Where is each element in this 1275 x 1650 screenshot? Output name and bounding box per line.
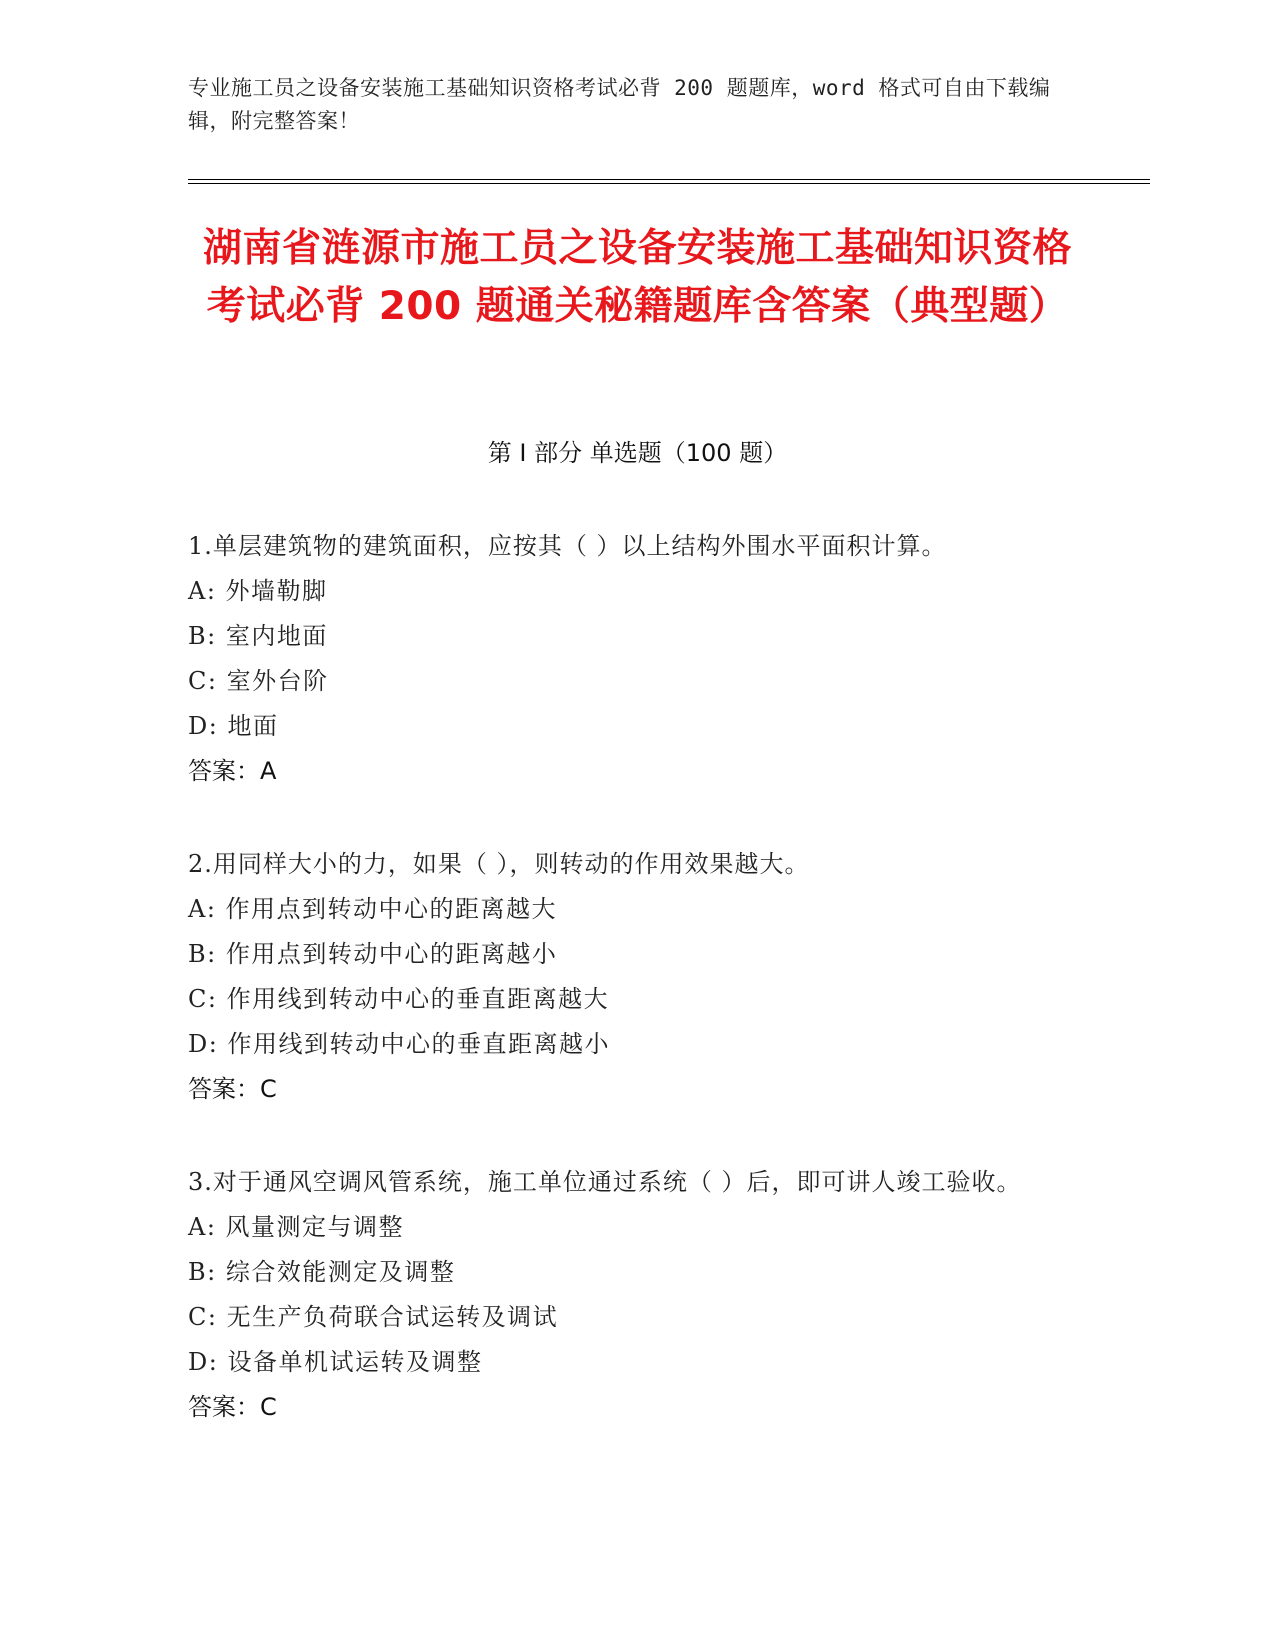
question-stem: 2.用同样大小的力，如果（ ），则转动的作用效果越大。 — [188, 850, 810, 878]
option-b: B: 室内地面 — [188, 622, 328, 650]
question-stem: 3.对于通风空调风管系统，施工单位通过系统（ ）后，即可讲人竣工验收。 — [188, 1168, 1022, 1196]
answer: 答案：C — [188, 1393, 277, 1421]
answer: 答案：C — [188, 1075, 277, 1103]
document-title: 湖南省涟源市施工员之设备安装施工基础知识资格考试必背 200 题通关秘籍题库含答案（典型题） — [202, 226, 1072, 329]
question-block — [188, 842, 1088, 1112]
option-d: D: 地面 — [188, 712, 279, 740]
option-a: A: 风量测定与调整 — [188, 1213, 405, 1241]
section-title: 第 I 部分 单选题（100 题） — [487, 439, 788, 467]
option-b: B: 综合效能测定及调整 — [188, 1258, 456, 1286]
option-b: B: 作用点到转动中心的距离越小 — [188, 940, 558, 968]
question-block — [188, 1160, 1088, 1430]
option-c: C: 室外台阶 — [188, 667, 329, 695]
question-stem: 1.单层建筑物的建筑面积，应按其（ ）以上结构外围水平面积计算。 — [188, 532, 947, 560]
option-a: A: 作用点到转动中心的距离越大 — [188, 895, 558, 923]
option-d: D: 设备单机试运转及调整 — [188, 1348, 483, 1376]
question-block — [188, 524, 1088, 794]
option-d: D: 作用线到转动中心的垂直距离越小 — [188, 1030, 610, 1058]
header-note: 专业施工员之设备安装施工基础知识资格考试必背 200 题题库，word 格式可自由下载编辑，附完整答案！ — [188, 76, 1051, 133]
answer: 答案：A — [188, 757, 277, 785]
option-c: C: 无生产负荷联合试运转及调试 — [188, 1303, 559, 1331]
option-a: A: 外墙勒脚 — [188, 577, 328, 605]
option-c: C: 作用线到转动中心的垂直距离越大 — [188, 985, 610, 1013]
header-divider-bottom — [188, 183, 1150, 184]
header-divider-top — [188, 179, 1150, 180]
